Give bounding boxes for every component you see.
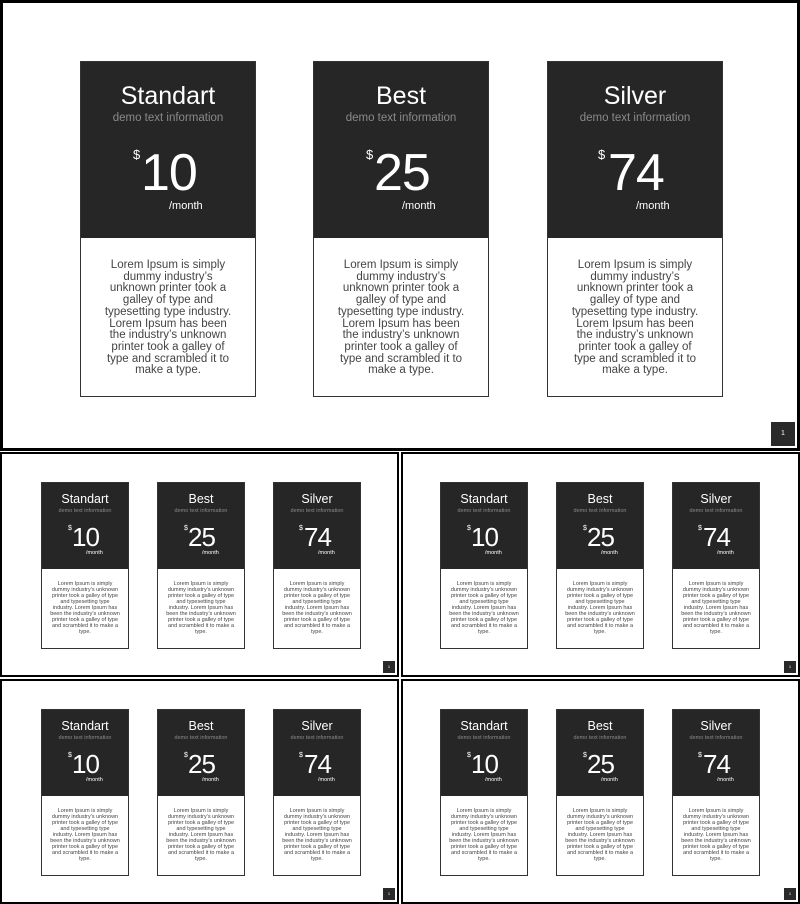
price-period: /month: [717, 777, 734, 783]
pricing-card-silver[interactable]: [273, 709, 361, 876]
currency-symbol: $: [68, 525, 72, 532]
plan-name: Silver: [700, 719, 732, 733]
page-number: 1: [771, 422, 795, 446]
currency-symbol: $: [299, 752, 303, 759]
price-period: /month: [601, 777, 618, 783]
price-amount: 74: [703, 749, 730, 779]
plan-name: Best: [375, 82, 427, 110]
plan-subtitle: demo text information: [457, 735, 511, 741]
plan-subtitle: demo text information: [457, 508, 511, 514]
currency-symbol: $: [698, 752, 702, 759]
price-period: /month: [318, 550, 335, 556]
price-amount: 74: [304, 522, 331, 552]
price-amount: 74: [304, 749, 331, 779]
price-amount: 10: [471, 522, 498, 552]
pricing-card-silver[interactable]: [672, 482, 760, 649]
plan-subtitle: demo text information: [689, 508, 743, 514]
price-period: /month: [402, 200, 436, 212]
plan-subtitle: demo text information: [174, 735, 228, 741]
price-period: /month: [636, 200, 670, 212]
price-amount: 74: [608, 144, 664, 202]
plan-description: Lorem Ipsum is simply dummy industry’s unknown printer took a galley of type and typesetting type industry. Lorem Ipsum has been the industry’s unknown printer took a galley of type and scrambled it to make a type.: [166, 581, 236, 635]
price-amount: 25: [587, 522, 614, 552]
price-amount: 25: [587, 749, 614, 779]
plan-description: Lorem Ipsum is simply dummy industry’s unknown printer took a galley of type and typesetting type industry. Lorem Ipsum has been the industry’s unknown printer took a galley of type and scrambled it to make a type.: [282, 808, 352, 862]
pricing-card-best[interactable]: [157, 709, 245, 876]
price-period: /month: [202, 777, 219, 783]
currency-symbol: $: [299, 525, 303, 532]
currency-symbol: $: [133, 147, 141, 162]
price-period: /month: [717, 550, 734, 556]
card-header: [314, 62, 488, 238]
card-header: [158, 483, 244, 569]
card-header: [557, 483, 643, 569]
plan-description: Lorem Ipsum is simply dummy industry’s unknown printer took a galley of type and typesetting type industry. Lorem Ipsum has been the industry’s unknown printer took a galley of type and scrambled it to make a type.: [571, 259, 699, 377]
plan-name: Best: [188, 492, 214, 506]
card-header: [274, 710, 360, 796]
plan-subtitle: demo text information: [174, 508, 228, 514]
card-header: [441, 710, 527, 796]
plan-name: Best: [587, 719, 613, 733]
plan-description: Lorem Ipsum is simply dummy industry’s unknown printer took a galley of type and typesetting type industry. Lorem Ipsum has been the industry’s unknown printer took a galley of type and scrambled it to make a type.: [565, 581, 635, 635]
plan-subtitle: demo text information: [290, 508, 344, 514]
plan-description: Lorem Ipsum is simply dummy industry’s unknown printer took a galley of type and typesetting type industry. Lorem Ipsum has been the industry’s unknown printer took a galley of type and scrambled it to make a type.: [50, 808, 120, 862]
plan-description: Lorem Ipsum is simply dummy industry’s unknown printer took a galley of type and typesetting type industry. Lorem Ipsum has been the industry’s unknown printer took a galley of type and scrambled it to make a type.: [50, 581, 120, 635]
currency-symbol: $: [467, 525, 471, 532]
price-period: /month: [485, 550, 502, 556]
plan-description: Lorem Ipsum is simply dummy industry’s unknown printer took a galley of type and typesetting type industry. Lorem Ipsum has been the industry’s unknown printer took a galley of type and scrambled it to make a type.: [104, 259, 232, 377]
price-period: /month: [86, 550, 103, 556]
card-header: [158, 710, 244, 796]
plan-description: Lorem Ipsum is simply dummy industry’s unknown printer took a galley of type and typesetting type industry. Lorem Ipsum has been the industry’s unknown printer took a galley of type and scrambled it to make a type.: [166, 808, 236, 862]
plan-subtitle: demo text information: [579, 112, 691, 124]
card-header: [81, 62, 255, 238]
plan-name: Silver: [603, 82, 667, 110]
plan-description: Lorem Ipsum is simply dummy industry’s unknown printer took a galley of type and typesetting type industry. Lorem Ipsum has been the industry’s unknown printer took a galley of type and scrambled it to make a type.: [449, 808, 519, 862]
plan-subtitle: demo text information: [58, 508, 112, 514]
plan-subtitle: demo text information: [573, 735, 627, 741]
plan-name: Silver: [301, 719, 333, 733]
currency-symbol: $: [184, 525, 188, 532]
plan-name: Best: [587, 492, 613, 506]
plan-name: Silver: [301, 492, 333, 506]
price-period: /month: [202, 550, 219, 556]
pricing-card-best[interactable]: [556, 482, 644, 649]
price-amount: 10: [72, 522, 99, 552]
price-period: /month: [601, 550, 618, 556]
currency-symbol: $: [698, 525, 702, 532]
price-period: /month: [318, 777, 335, 783]
plan-description: Lorem Ipsum is simply dummy industry’s unknown printer took a galley of type and typesetting type industry. Lorem Ipsum has been the industry’s unknown printer took a galley of type and scrambled it to make a type.: [681, 808, 751, 862]
pricing-card-standart[interactable]: [41, 709, 129, 876]
plan-subtitle: demo text information: [58, 735, 112, 741]
card-header: [673, 483, 759, 569]
plan-description: Lorem Ipsum is simply dummy industry’s unknown printer took a galley of type and typesetting type industry. Lorem Ipsum has been the industry’s unknown printer took a galley of type and scrambled it to make a type.: [282, 581, 352, 635]
price-period: /month: [86, 777, 103, 783]
pricing-card-standart[interactable]: [440, 482, 528, 649]
currency-symbol: $: [583, 525, 587, 532]
price-amount: 25: [374, 144, 430, 202]
pricing-card-standart[interactable]: [80, 61, 256, 397]
slide-thumbnail-1[interactable]: [0, 452, 399, 677]
slide-thumbnail-2[interactable]: [401, 452, 800, 677]
price-amount: 10: [72, 749, 99, 779]
card-header: [548, 62, 722, 238]
currency-symbol: $: [467, 752, 471, 759]
plan-description: Lorem Ipsum is simply dummy industry’s unknown printer took a galley of type and typesetting type industry. Lorem Ipsum has been the industry’s unknown printer took a galley of type and scrambled it to make a type.: [681, 581, 751, 635]
pricing-card-silver[interactable]: [547, 61, 723, 397]
plan-description: Lorem Ipsum is simply dummy industry’s unknown printer took a galley of type and typesetting type industry. Lorem Ipsum has been the industry’s unknown printer took a galley of type and scrambled it to make a type.: [565, 808, 635, 862]
price-period: /month: [485, 777, 502, 783]
price-amount: 74: [703, 522, 730, 552]
slide-thumbnail-3[interactable]: [0, 679, 399, 904]
plan-name: Silver: [700, 492, 732, 506]
pricing-card-best[interactable]: [157, 482, 245, 649]
plan-subtitle: demo text information: [112, 112, 224, 124]
page-number: 1: [784, 661, 796, 673]
pricing-card-best[interactable]: [313, 61, 489, 397]
plan-name: Standart: [120, 82, 216, 110]
currency-symbol: $: [583, 752, 587, 759]
card-header: [673, 710, 759, 796]
plan-subtitle: demo text information: [345, 112, 457, 124]
plan-name: Standart: [61, 719, 109, 733]
pricing-card-best[interactable]: [556, 709, 644, 876]
price-amount: 10: [141, 144, 197, 202]
plan-description: Lorem Ipsum is simply dummy industry’s unknown printer took a galley of type and typesetting type industry. Lorem Ipsum has been the industry’s unknown printer took a galley of type and scrambled it to make a type.: [449, 581, 519, 635]
pricing-card-silver[interactable]: [273, 482, 361, 649]
card-header: [274, 483, 360, 569]
plan-name: Standart: [61, 492, 109, 506]
price-amount: 25: [188, 749, 215, 779]
card-header: [441, 483, 527, 569]
page-number: 1: [784, 888, 796, 900]
plan-name: Standart: [460, 719, 508, 733]
price-period: /month: [169, 200, 203, 212]
page-number: 1: [383, 661, 395, 673]
currency-symbol: $: [68, 752, 72, 759]
slide-main[interactable]: [0, 0, 800, 451]
plan-subtitle: demo text information: [573, 508, 627, 514]
plan-name: Best: [188, 719, 214, 733]
price-amount: 25: [188, 522, 215, 552]
card-header: [42, 710, 128, 796]
currency-symbol: $: [598, 147, 606, 162]
card-header: [42, 483, 128, 569]
plan-name: Standart: [460, 492, 508, 506]
currency-symbol: $: [366, 147, 374, 162]
currency-symbol: $: [184, 752, 188, 759]
plan-description: Lorem Ipsum is simply dummy industry’s unknown printer took a galley of type and typesetting type industry. Lorem Ipsum has been the industry’s unknown printer took a galley of type and scrambled it to make a type.: [337, 259, 465, 377]
plan-subtitle: demo text information: [290, 735, 344, 741]
plan-subtitle: demo text information: [689, 735, 743, 741]
pricing-card-standart[interactable]: [440, 709, 528, 876]
price-amount: 10: [471, 749, 498, 779]
pricing-card-standart[interactable]: [41, 482, 129, 649]
slide-thumbnail-4[interactable]: [401, 679, 800, 904]
card-header: [557, 710, 643, 796]
page-number: 1: [383, 888, 395, 900]
pricing-card-silver[interactable]: [672, 709, 760, 876]
